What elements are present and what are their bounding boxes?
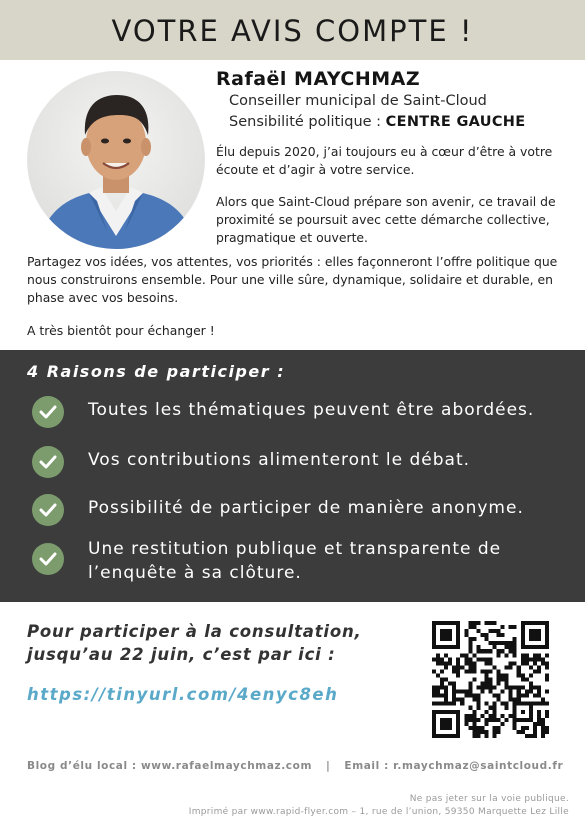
intro-paragraph-2: Alors que Saint-Cloud prépare son avenir, ce travail de proximité se poursuit avec cette démarche collective, pragmatique et ouverte.: [216, 194, 556, 245]
reason-text: Possibilité de participer de manière anonyme.: [88, 498, 524, 518]
check-icon: [32, 543, 64, 575]
closing-line: A très bientôt pour échanger !: [27, 323, 215, 338]
legal-notice: Ne pas jeter sur la voie publique.: [409, 794, 569, 804]
candidate-name: Rafaël MAYCHMAZ: [216, 68, 421, 90]
check-icon: [32, 494, 64, 526]
intro-paragraph-3: Partagez vos idées, vos attentes, vos priorités : elles façonneront l’offre politique que nous construirons ensemble. Pour une ville sûre, dynamique, solidaire et durable, en phase avec vos besoins.: [27, 254, 558, 305]
reasons-title: 4 Raisons de participer :: [27, 362, 286, 381]
candidate-role: Conseiller municipal de Saint-Cloud: [229, 93, 487, 109]
header-banner: [0, 0, 585, 60]
intro-paragraph-1: Élu depuis 2020, j’ai toujours eu à cœur d’être à votre écoute et d’agir à votre service.: [216, 144, 553, 177]
check-icon: [32, 446, 64, 478]
page-title: VOTRE AVIS COMPTE !: [111, 14, 474, 48]
printer-notice: Imprimé par www.rapid-flyer.com – 1, rue de l’union, 59350 Marquette Lez Lille: [188, 807, 569, 817]
check-icon: [32, 396, 64, 428]
political-sensibility: [229, 114, 525, 130]
portrait-photo: [27, 71, 205, 249]
consultation-link[interactable]: https://tinyurl.com/4enyc8eh: [27, 685, 339, 704]
cta-line-1: Pour participer à la consultation,: [27, 622, 362, 641]
blog-link[interactable]: Blog d’élu local : www.rafaelmaychmaz.com: [27, 760, 312, 772]
call-to-action: [27, 620, 362, 666]
qr-code[interactable]: [432, 621, 549, 738]
reason-text: Toutes les thématiques peuvent être abordées.: [88, 400, 535, 420]
reason-text: Vos contributions alimenteront le débat.: [88, 450, 471, 470]
email-link[interactable]: Email : r.maychmaz@saintcloud.fr: [344, 760, 564, 772]
cta-line-2: jusqu’au 22 juin, c’est par ici :: [27, 645, 336, 664]
sensibility-value: CENTRE GAUCHE: [385, 114, 526, 130]
sensibility-label: Sensibilité politique :: [229, 114, 382, 130]
footer-separator: |: [325, 760, 331, 772]
footer-contact: [27, 760, 563, 772]
reason-text: Une restitution publique et transparente de l’enquête à sa clôture.: [88, 539, 502, 583]
